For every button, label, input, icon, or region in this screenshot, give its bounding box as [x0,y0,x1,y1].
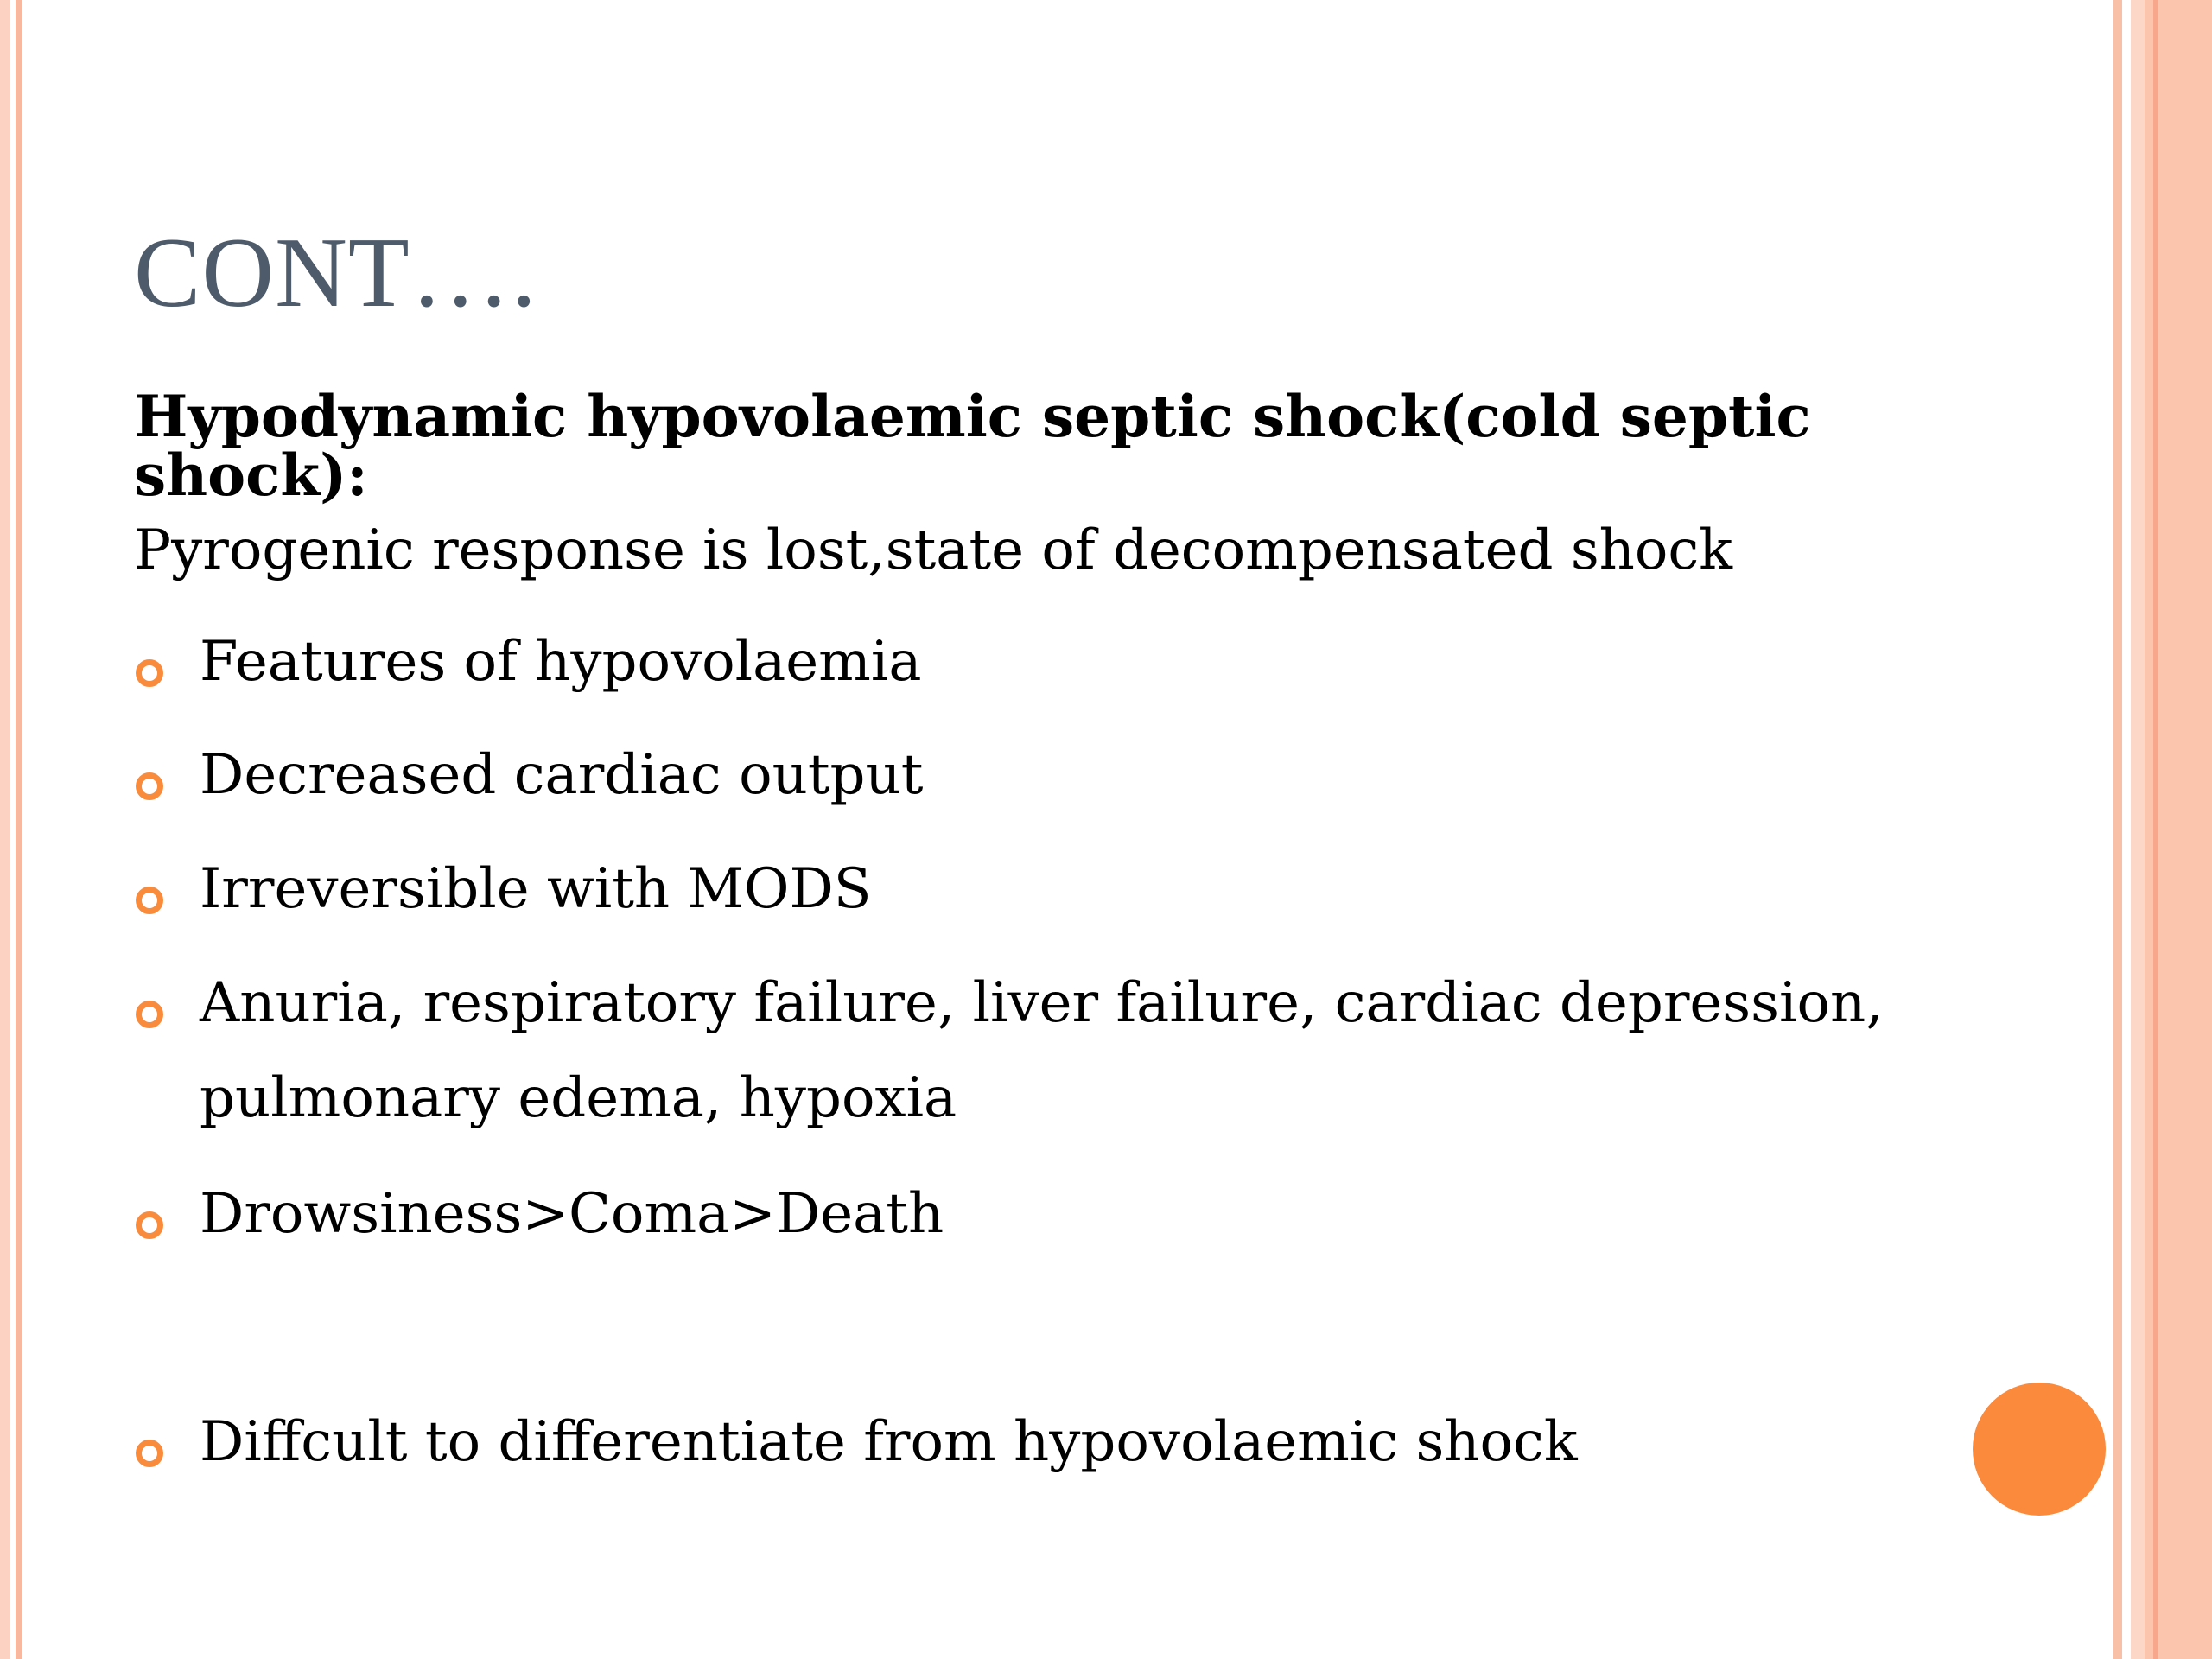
orange-circle-decoration [1973,1382,2106,1516]
left-decorative-stripe [16,0,22,1659]
bullet-text: Diffcult to differentiate from hypovolaemic shock [200,1410,1578,1474]
slide-subheading: Hypodynamic hypovolaemic septic shock(cold septic shock): [134,383,1811,509]
left-decorative-band [0,0,10,1659]
slide-title: CONT…. [134,218,537,328]
right-decorative-inner-stripe [2153,0,2158,1659]
right-decorative-band-light [2131,0,2145,1659]
hollow-circle-bullet-icon [136,1440,163,1467]
bullet-text: Decreased cardiac output [200,743,924,807]
right-decorative-stripe [2113,0,2122,1659]
hollow-circle-bullet-icon [136,1211,163,1239]
hollow-circle-bullet-icon [136,1001,163,1028]
hollow-circle-bullet-icon [136,887,163,914]
bullet-text: Drowsiness>Coma>Death [200,1182,944,1246]
slide-intro-text: Pyrogenic response is lost,state of decompensated shock [134,518,1733,582]
bullet-text: Irreversible with MODS [200,857,872,921]
hollow-circle-bullet-icon [136,659,163,687]
bullet-text: Features of hypovolaemia [200,630,922,694]
bullet-text: Anuria, respiratory failure, liver failure, cardiac depression, pulmonary edema, hypoxia [200,971,1884,1130]
hollow-circle-bullet-icon [136,772,163,800]
